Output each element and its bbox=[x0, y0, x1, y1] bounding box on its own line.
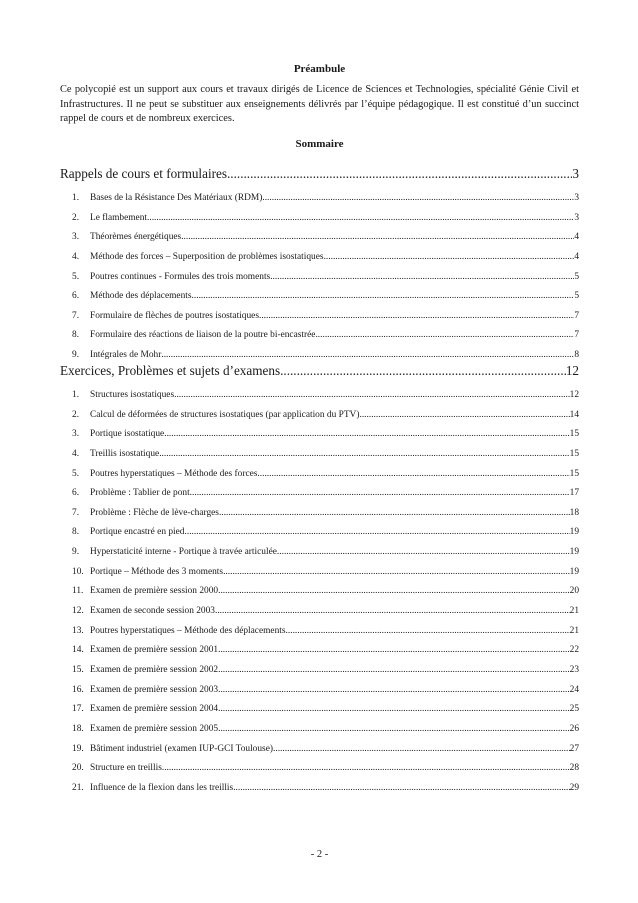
toc-leader-dots bbox=[215, 602, 570, 622]
toc-entry-page: 14 bbox=[569, 409, 579, 420]
toc-leader-dots bbox=[262, 189, 574, 209]
document-page bbox=[60, 0, 579, 903]
toc-leader-dots bbox=[257, 465, 569, 485]
toc-entry-label: Méthode des déplacements bbox=[90, 291, 192, 302]
toc-entry-number: 1. bbox=[72, 193, 80, 203]
toc-entry-number: 3. bbox=[72, 429, 80, 440]
toc-entry-page: 29 bbox=[569, 782, 579, 793]
preambule-text: Ce polycopié est un support aux cours et travaux dirigés de Licence de Sciences et Technologies, spécialité Génie Civil et Infrastructures. Il ne peut se substituer aux enseignements délivrés par l’équipe pédagogique. Il est constitué d’un succinct rappel de cours et de nombreux exercices. bbox=[60, 84, 579, 124]
toc-leader-dots bbox=[162, 759, 570, 779]
toc-entry-number: 1. bbox=[72, 390, 80, 400]
toc-entry-label: Formulaire des réactions de liaison de la poutre bi-encastrée bbox=[90, 330, 316, 341]
toc-entry-label: Problème : Flèche de lève-charges bbox=[90, 507, 219, 518]
toc-entry[interactable] bbox=[60, 523, 579, 543]
toc-items-list bbox=[60, 386, 579, 798]
toc-entry[interactable] bbox=[60, 582, 579, 602]
toc-entry-number: 21. bbox=[72, 782, 84, 793]
toc-entry[interactable] bbox=[60, 740, 579, 760]
sommaire-title: Sommaire bbox=[295, 138, 344, 150]
toc-entry-number: 4. bbox=[72, 251, 80, 262]
toc-entry-page: 12 bbox=[569, 390, 579, 400]
toc-entry[interactable] bbox=[60, 465, 579, 485]
toc-entry-label: Examen de première session 2002 bbox=[90, 664, 219, 675]
toc-entry-page: 3 bbox=[574, 212, 579, 223]
toc-entry-page: 4 bbox=[574, 232, 579, 243]
toc-leader-dots bbox=[185, 523, 570, 543]
toc-entry-label: Intégrales de Mohr bbox=[90, 350, 162, 361]
toc-entry-number: 5. bbox=[72, 468, 80, 479]
toc-entry-number: 7. bbox=[72, 507, 80, 518]
toc-section-heading[interactable] bbox=[60, 163, 579, 185]
toc-leader-dots bbox=[218, 582, 570, 602]
toc-section-page: 3 bbox=[572, 166, 579, 181]
toc-entry-label: Portique – Méthode des 3 moments bbox=[90, 566, 224, 577]
toc-entry-page: 3 bbox=[574, 193, 579, 203]
toc-entry-page: 7 bbox=[574, 310, 579, 321]
toc-leader-dots bbox=[181, 228, 574, 248]
toc-entry[interactable] bbox=[60, 681, 579, 701]
toc-entry-number: 2. bbox=[72, 409, 80, 420]
toc-leader-dots bbox=[218, 700, 570, 720]
toc-entry[interactable] bbox=[60, 268, 579, 288]
toc-entry-number: 12. bbox=[72, 606, 84, 617]
toc-leader-dots bbox=[280, 360, 566, 382]
toc-leader-dots bbox=[218, 720, 570, 740]
toc-entry-label: Calcul de déformées de structures isostatiques (par application du PTV) bbox=[90, 409, 360, 420]
toc-entry[interactable] bbox=[60, 504, 579, 524]
toc-entry-number: 20. bbox=[72, 763, 84, 774]
toc-entry[interactable] bbox=[60, 189, 579, 209]
toc-entry-label: Portique encastré en pied bbox=[90, 527, 185, 538]
toc-entry[interactable] bbox=[60, 779, 579, 799]
toc-entry[interactable] bbox=[60, 602, 579, 622]
toc-entry-label: Le flambement bbox=[90, 212, 148, 223]
toc-entry-label: Examen de première session 2004 bbox=[90, 704, 219, 715]
toc-entry-page: 17 bbox=[569, 488, 579, 499]
toc-leader-dots bbox=[286, 622, 570, 642]
toc-entry[interactable] bbox=[60, 445, 579, 465]
toc-entry-number: 9. bbox=[72, 350, 80, 361]
toc-entry[interactable] bbox=[60, 700, 579, 720]
toc-entry-number: 10. bbox=[72, 566, 84, 577]
toc-leader-dots bbox=[359, 406, 569, 426]
toc-leader-dots bbox=[192, 287, 575, 307]
toc-leader-dots bbox=[270, 268, 574, 288]
toc-section-heading[interactable] bbox=[60, 360, 579, 382]
toc-leader-dots bbox=[164, 425, 569, 445]
toc-entry[interactable] bbox=[60, 563, 579, 583]
toc-leader-dots bbox=[159, 445, 569, 465]
toc-entry-label: Poutres hyperstatiques – Méthode des forces bbox=[90, 468, 258, 479]
toc-leader-dots bbox=[219, 504, 570, 524]
toc-entry-number: 4. bbox=[72, 448, 80, 459]
toc-leader-dots bbox=[233, 779, 569, 799]
toc-entry-number: 18. bbox=[72, 723, 84, 734]
toc-entry-label: Structures isostatiques bbox=[90, 390, 175, 400]
toc-entry-label: Examen de première session 2000 bbox=[90, 586, 219, 597]
toc-entry-page: 26 bbox=[569, 723, 579, 734]
toc-entry-number: 5. bbox=[72, 271, 80, 282]
toc-entry-page: 22 bbox=[569, 645, 579, 656]
toc-entry[interactable] bbox=[60, 484, 579, 504]
toc-entry-label: Examen de première session 2003 bbox=[90, 684, 219, 695]
toc-section-title: Exercices, Problèmes et sujets d’examens bbox=[60, 363, 281, 378]
toc-entry-number: 9. bbox=[72, 547, 80, 558]
toc-entry-page: 8 bbox=[574, 350, 579, 361]
toc-entry[interactable] bbox=[60, 326, 579, 346]
toc-entry-page: 20 bbox=[569, 586, 579, 597]
toc-leader-dots bbox=[259, 307, 574, 327]
toc-entry-number: 11. bbox=[72, 586, 84, 597]
toc-entry[interactable] bbox=[60, 425, 579, 445]
page-number: - 2 - bbox=[310, 849, 329, 860]
toc-leader-dots bbox=[174, 386, 570, 406]
toc-entry-label: Poutres continues - Formules des trois moments bbox=[90, 271, 271, 282]
toc-leader-dots bbox=[277, 543, 570, 563]
toc-entry-number: 13. bbox=[72, 625, 84, 636]
toc-entry-page: 5 bbox=[574, 291, 579, 302]
toc-entry-number: 3. bbox=[72, 232, 80, 243]
toc-leader-dots bbox=[273, 740, 570, 760]
toc-entry[interactable] bbox=[60, 661, 579, 681]
toc-entry-page: 28 bbox=[569, 763, 579, 774]
toc-entry-page: 5 bbox=[574, 271, 579, 282]
toc-entry-page: 18 bbox=[569, 507, 579, 518]
toc-entry-label: Examen de première session 2005 bbox=[90, 723, 219, 734]
toc-entry-number: 17. bbox=[72, 704, 84, 715]
toc-items-list bbox=[60, 189, 579, 366]
toc-entry-number: 7. bbox=[72, 310, 80, 321]
toc-entry-page: 23 bbox=[569, 664, 579, 675]
toc-entry-label: Examen de première session 2001 bbox=[90, 645, 219, 656]
toc-entry-label: Bâtiment industriel (examen IUP-GCI Toulouse) bbox=[90, 743, 273, 754]
toc-entry-label: Formulaire de flèches de poutres isostatiques bbox=[90, 310, 259, 321]
toc-entry[interactable] bbox=[60, 543, 579, 563]
toc-entry-page: 21 bbox=[569, 606, 579, 617]
toc-entry-page: 15 bbox=[569, 468, 579, 479]
toc-section-page: 12 bbox=[565, 363, 579, 378]
toc-entry-page: 7 bbox=[574, 330, 579, 341]
toc-entry-label: Problème : Tablier de pont bbox=[90, 488, 190, 499]
toc-entry-label: Théorèmes énergétiques bbox=[90, 232, 182, 243]
toc-entry[interactable] bbox=[60, 759, 579, 779]
toc-entry-label: Structure en treillis bbox=[90, 763, 162, 774]
toc-entry[interactable] bbox=[60, 228, 579, 248]
toc-section-exercices bbox=[60, 360, 579, 798]
toc-section-title: Rappels de cours et formulaires bbox=[60, 166, 227, 181]
toc-entry-number: 8. bbox=[72, 330, 80, 341]
toc-entry-label: Examen de seconde session 2003 bbox=[90, 606, 215, 617]
toc-entry-label: Portique isostatique bbox=[90, 429, 165, 440]
toc-entry-number: 6. bbox=[72, 488, 80, 499]
toc-leader-dots bbox=[223, 563, 570, 583]
toc-entry-page: 21 bbox=[569, 625, 579, 636]
toc-entry[interactable] bbox=[60, 209, 579, 229]
toc-entry-page: 15 bbox=[569, 448, 579, 459]
toc-leader-dots bbox=[147, 209, 574, 229]
toc-section-rappels bbox=[60, 163, 579, 366]
toc-entry-page: 25 bbox=[569, 704, 579, 715]
toc-entry-page: 19 bbox=[569, 547, 579, 558]
toc-entry[interactable] bbox=[60, 248, 579, 268]
toc-entry-number: 19. bbox=[72, 743, 84, 754]
toc-entry[interactable] bbox=[60, 622, 579, 642]
toc-entry[interactable] bbox=[60, 287, 579, 307]
toc-leader-dots bbox=[190, 484, 570, 504]
preambule-title: Préambule bbox=[293, 63, 346, 75]
toc-entry-number: 6. bbox=[72, 291, 80, 302]
toc-leader-dots bbox=[218, 661, 570, 681]
toc-entry[interactable] bbox=[60, 720, 579, 740]
toc-entry-number: 16. bbox=[72, 684, 84, 695]
toc-entry-page: 4 bbox=[574, 251, 579, 262]
toc-entry-label: Hyperstaticité interne - Portique à travée articulée bbox=[90, 547, 277, 558]
toc-entry-page: 19 bbox=[569, 527, 579, 538]
toc-leader-dots bbox=[218, 681, 570, 701]
toc-entry-label: Treillis isostatique bbox=[90, 448, 160, 459]
toc-entry-number: 15. bbox=[72, 664, 84, 675]
toc-leader-dots bbox=[218, 641, 570, 661]
toc-leader-dots bbox=[227, 163, 572, 185]
toc-entry-page: 27 bbox=[569, 743, 579, 754]
toc-entry[interactable] bbox=[60, 641, 579, 661]
toc-entry[interactable] bbox=[60, 386, 579, 406]
toc-entry[interactable] bbox=[60, 406, 579, 426]
toc-leader-dots bbox=[315, 326, 574, 346]
toc-leader-dots bbox=[324, 248, 575, 268]
toc-entry[interactable] bbox=[60, 307, 579, 327]
toc-entry-number: 14. bbox=[72, 645, 84, 656]
toc-entry-page: 24 bbox=[569, 684, 579, 695]
toc-entry-label: Méthode des forces – Superposition de problèmes isostatiques bbox=[90, 251, 324, 262]
toc-entry-label: Bases de la Résistance Des Matériaux (RDM) bbox=[90, 193, 263, 203]
toc-entry-page: 19 bbox=[569, 566, 579, 577]
toc-entry-label: Poutres hyperstatiques – Méthode des déplacements bbox=[90, 625, 286, 636]
toc-entry-page: 15 bbox=[569, 429, 579, 440]
toc-entry-number: 2. bbox=[72, 212, 80, 223]
toc-entry-number: 8. bbox=[72, 527, 80, 538]
toc-entry-label: Influence de la flexion dans les treillis bbox=[90, 782, 234, 793]
